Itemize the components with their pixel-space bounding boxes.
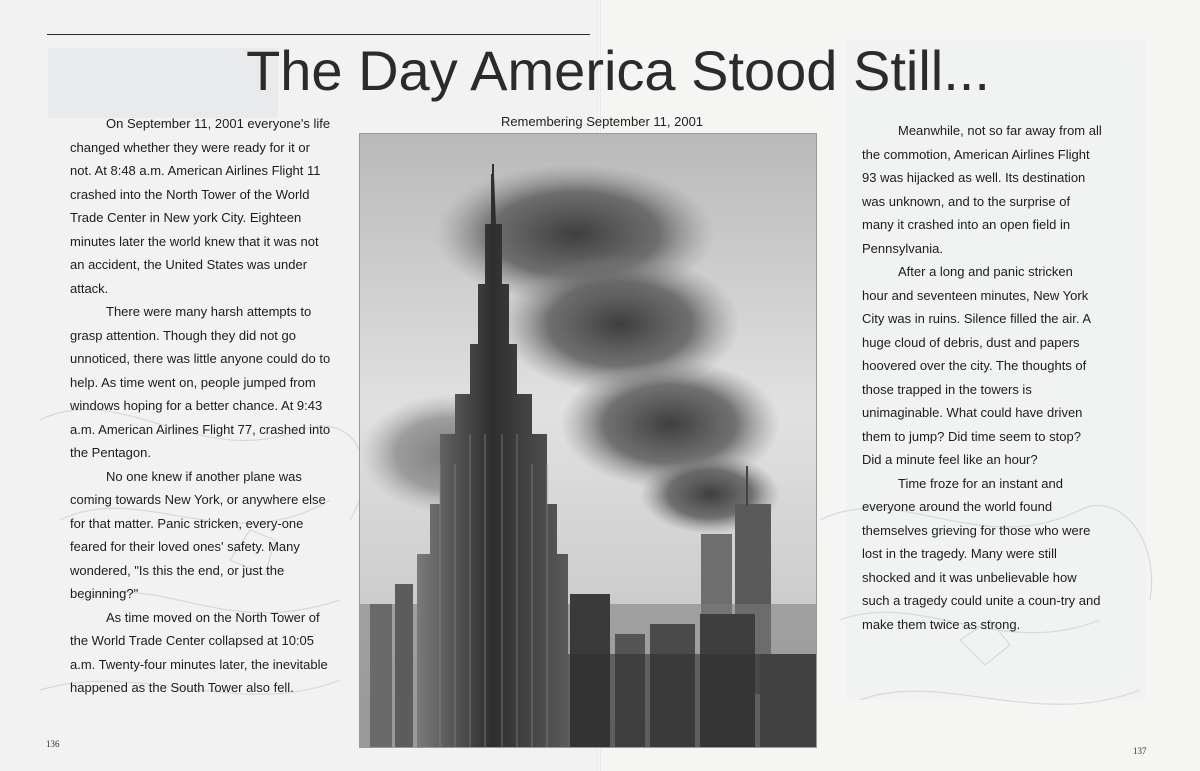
title-rule (47, 34, 590, 35)
paragraph: As time moved on the North Tower of the World Trade Center collapsed at 10:05 a.m. Twenty-four minutes later, the inevitable happened as the South Tower also fell. (70, 609, 328, 695)
page-number-right: 137 (1133, 746, 1147, 756)
page-title: The Day America Stood Still... (246, 39, 990, 102)
paragraph: No one knew if another plane was coming towards New York, or anywhere else for that matter. Panic stricken, every-one feared for their loved ones' safety. Many wondered, "Is this the end, or just the beginning?" (70, 468, 326, 601)
photo-caption: Remembering September 11, 2001 (500, 114, 704, 129)
paragraph: Time froze for an instant and everyone around the world found themselves grieving for those who were lost in the tragedy. Many were still shocked and it was unbelievable how such a tragedy could unite a coun-try and make them twice as strong. (862, 475, 1101, 632)
paragraph: Meanwhile, not so far away from all the commotion, American Airlines Flight 93 was hijacked as well. Its destination was unknown, and to the surprise of many it crashed into an open field in Pennsylvania. (862, 123, 1102, 256)
page-number-left: 136 (46, 739, 60, 749)
paragraph: There were many harsh attempts to grasp attention. Though they did not go unnoticed, there was little anyone could do to help. As time went on, people jumped from windows hoping for a better chance. At 9:43 a.m. American Airlines Flight 77, crashed into the Pentagon. (70, 304, 331, 460)
skyline-photo (359, 133, 817, 748)
left-text-column (70, 112, 335, 700)
paragraph: After a long and panic stricken hour and seventeen minutes, New York City was in ruins. Silence filled the air. A huge cloud of debris, dust and papers hoovered over the city. The thoughts of those trapped in the towers is unimaginable. What could have driven them to jump? Did time seem to stop? Did a minute feel like an hour? (862, 264, 1091, 467)
paragraph: On September 11, 2001 everyone's life changed whether they were ready for it or not. At 8:48 a.m. American Airlines Flight 11 crashed into the North Tower of the World Trade Center in New york City. Eighteen minutes later the world knew that it was not an accident, the United States was under attack. (70, 116, 331, 296)
skyline-illustration (360, 134, 816, 747)
right-text-column (862, 119, 1102, 636)
